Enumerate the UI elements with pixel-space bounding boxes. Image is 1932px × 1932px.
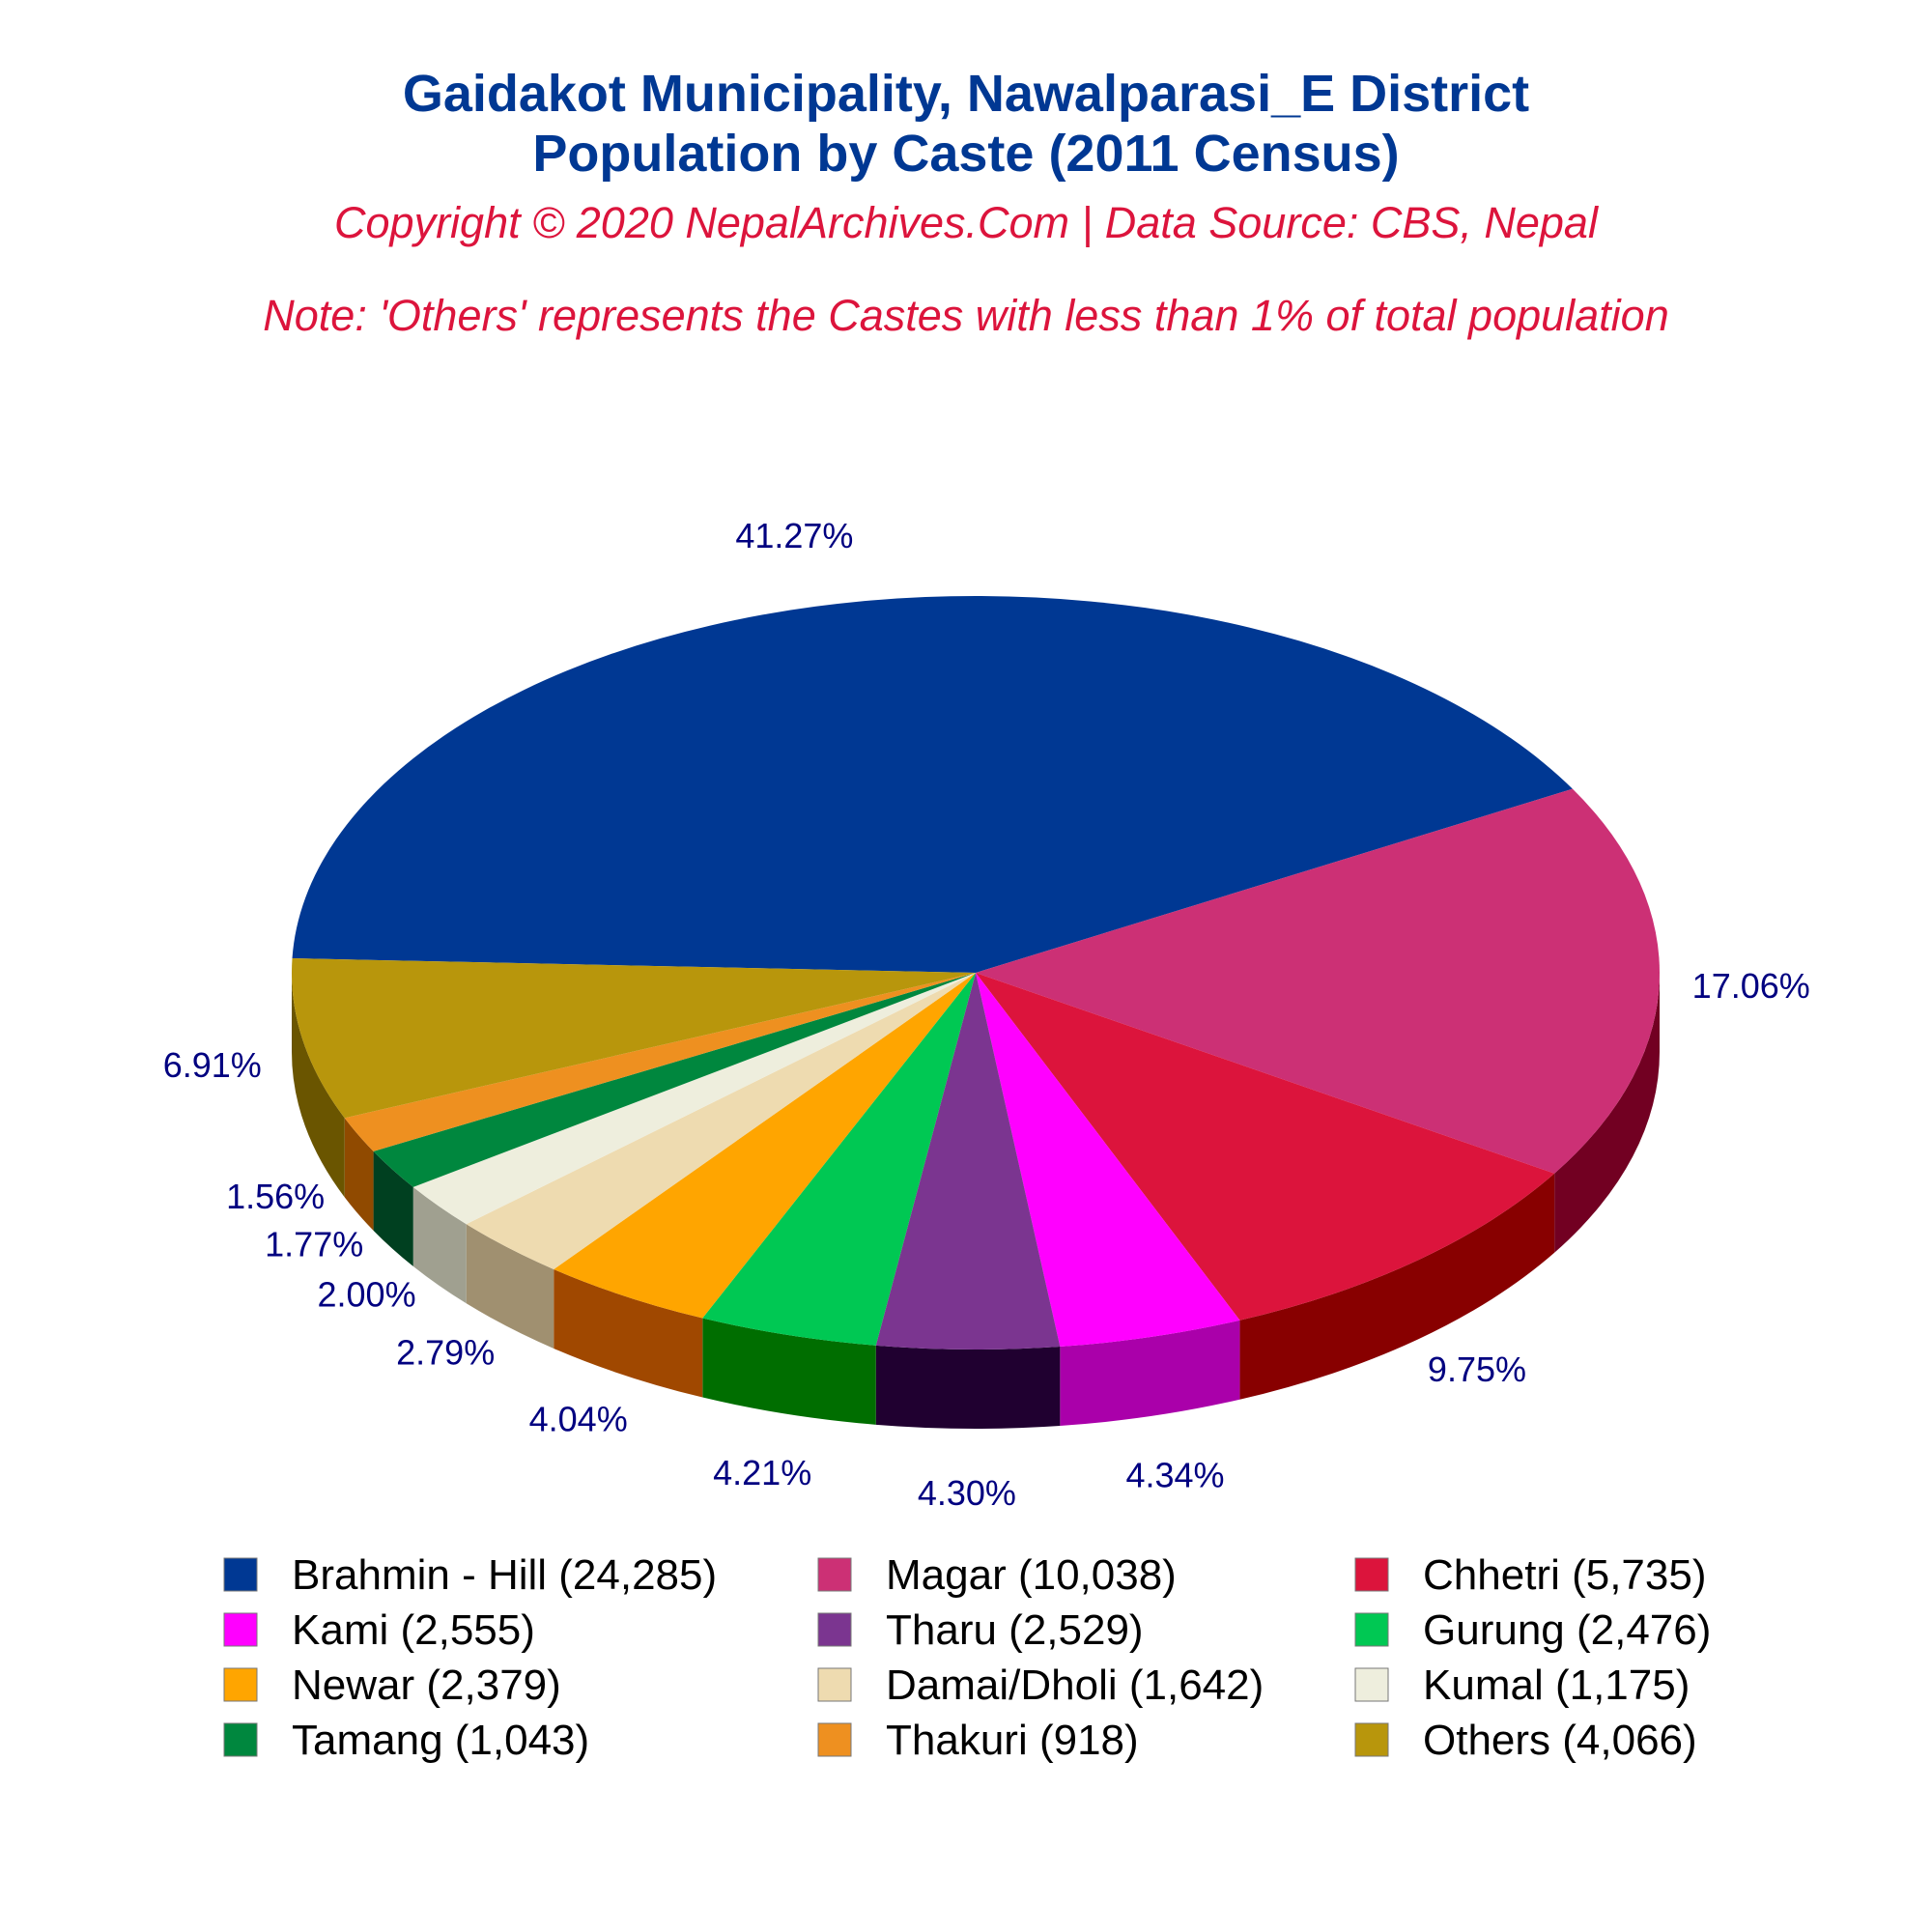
pie-label-damai-dholi: 2.79% bbox=[396, 1332, 496, 1373]
note-line: Note: 'Others' represents the Castes with less than 1% of total population bbox=[263, 291, 1669, 340]
legend-label-brahmin-hill: Brahmin - Hill (24,285) bbox=[292, 1551, 718, 1599]
legend-swatch-tamang bbox=[224, 1723, 257, 1756]
legend-label-kumal: Kumal (1,175) bbox=[1423, 1662, 1690, 1709]
pie-side-tharu bbox=[876, 1346, 1061, 1429]
legend-label-others: Others (4,066) bbox=[1423, 1717, 1697, 1764]
legend-swatch-brahmin-hill bbox=[224, 1558, 257, 1591]
chart-subtitle: Population by Caste (2011 Census) bbox=[532, 125, 1400, 183]
legend-swatch-chhetri bbox=[1355, 1558, 1388, 1591]
legend-label-tamang: Tamang (1,043) bbox=[292, 1717, 590, 1764]
legend-swatch-newar bbox=[224, 1668, 257, 1701]
legend-label-thakuri: Thakuri (918) bbox=[886, 1717, 1139, 1764]
legend-label-damai-dholi: Damai/Dholi (1,642) bbox=[886, 1662, 1264, 1709]
pie-label-brahmin-hill: 41.27% bbox=[735, 515, 854, 555]
legend-label-chhetri: Chhetri (5,735) bbox=[1423, 1551, 1707, 1599]
legend-label-newar: Newar (2,379) bbox=[292, 1662, 561, 1709]
pie-label-kumal: 2.00% bbox=[317, 1274, 416, 1315]
pie-label-others: 6.91% bbox=[162, 1044, 262, 1085]
legend-label-gurung: Gurung (2,476) bbox=[1423, 1606, 1712, 1654]
legend-swatch-kumal bbox=[1355, 1668, 1388, 1701]
legend-swatch-thakuri bbox=[818, 1723, 851, 1756]
legend-label-magar: Magar (10,038) bbox=[886, 1551, 1177, 1599]
pie-label-gurung: 4.21% bbox=[713, 1453, 812, 1493]
legend-swatch-magar bbox=[818, 1558, 851, 1591]
pie-slices bbox=[292, 596, 1660, 1350]
pie-label-magar: 17.06% bbox=[1691, 965, 1810, 1006]
legend-swatch-others bbox=[1355, 1723, 1388, 1756]
pie-label-tamang: 1.77% bbox=[265, 1224, 364, 1264]
legend-swatch-tharu bbox=[818, 1613, 851, 1646]
pie-label-chhetri: 9.75% bbox=[1427, 1350, 1527, 1390]
chart-title: Gaidakot Municipality, Nawalparasi_E District bbox=[402, 65, 1530, 123]
pie-label-tharu: 4.30% bbox=[917, 1472, 1016, 1513]
legend-swatch-kami bbox=[224, 1613, 257, 1646]
pie-label-kami: 4.34% bbox=[1125, 1455, 1225, 1495]
pie-label-newar: 4.04% bbox=[528, 1399, 628, 1439]
legend-label-tharu: Tharu (2,529) bbox=[886, 1606, 1144, 1654]
legend-label-kami: Kami (2,555) bbox=[292, 1606, 535, 1654]
legend-swatch-gurung bbox=[1355, 1613, 1388, 1646]
legend bbox=[224, 1551, 1711, 1764]
copyright-line: Copyright © 2020 NepalArchives.Com | Data Source: CBS, Nepal bbox=[334, 198, 1598, 247]
pie-label-thakuri: 1.56% bbox=[226, 1176, 326, 1216]
legend-swatch-damai-dholi bbox=[818, 1668, 851, 1701]
